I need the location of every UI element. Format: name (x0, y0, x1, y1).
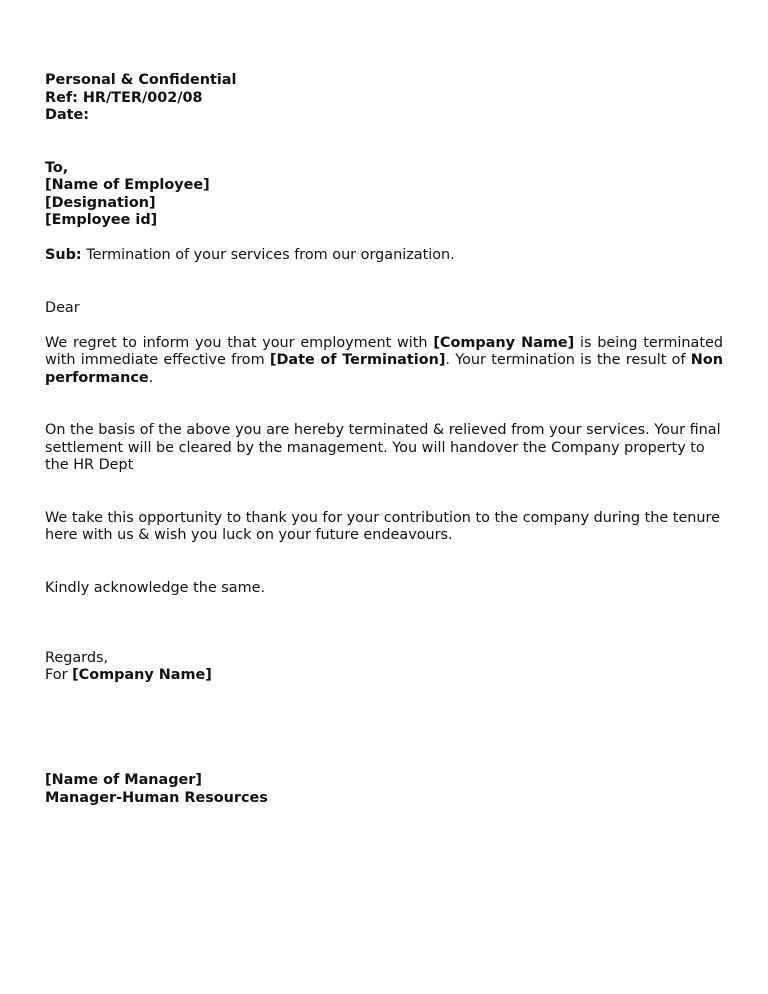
spacer (45, 317, 723, 335)
subject-text: Termination of your services from our organization. (81, 247, 455, 263)
spacer (45, 387, 723, 422)
spacer (45, 685, 723, 773)
acknowledge-line: Kindly acknowledge the same. (45, 579, 266, 596)
spacer (45, 475, 723, 510)
employee-id: [Employee id] (45, 212, 158, 228)
date-line: Date: (45, 107, 90, 123)
regards-line: Regards, (45, 649, 109, 666)
manager-title: Manager-Human Resources (45, 789, 268, 806)
employee-designation: [Designation] (45, 194, 156, 211)
reference-number: Ref: HR/TER/002/08 (45, 89, 203, 106)
paragraph-thanks: We take this opportunity to thank you for your contribution to the company during the tenure here with us & wish you luck on your future endeavours. (45, 509, 720, 543)
for-label: For (45, 667, 73, 683)
spacer (45, 125, 723, 160)
company-name-placeholder: [Company Name] (433, 334, 575, 351)
termination-reason: Non performance (45, 352, 723, 386)
subject-line (45, 247, 723, 265)
spacer (45, 265, 723, 300)
subject-label: Sub: (45, 247, 82, 263)
text-run: is being terminated with immediate effective from (45, 334, 723, 368)
text-run: We regret to inform you that your employment with (45, 334, 434, 351)
closing-company-name: [Company Name] (72, 667, 212, 683)
spacer (45, 545, 723, 580)
spacer (45, 230, 723, 248)
paragraph-settlement: On the basis of the above you are hereby terminated & relieved from your services. Your final settlement will be cleared by the management. You will handover the Company property to the HR Dept (45, 422, 721, 473)
paragraph-termination (45, 335, 723, 388)
termination-date-placeholder: [Date of Termination] (269, 352, 446, 368)
text-run: . (148, 369, 154, 386)
to-line: To, (45, 159, 69, 176)
text-run: . Your termination is the result of (445, 352, 691, 368)
confidential-heading: Personal & Confidential (45, 72, 237, 88)
spacer (45, 597, 723, 650)
salutation: Dear (45, 299, 80, 316)
letter-page (45, 72, 723, 807)
manager-name: [Name of Manager] (45, 772, 202, 788)
employee-name: [Name of Employee] (45, 177, 210, 193)
for-company-line (45, 667, 723, 685)
